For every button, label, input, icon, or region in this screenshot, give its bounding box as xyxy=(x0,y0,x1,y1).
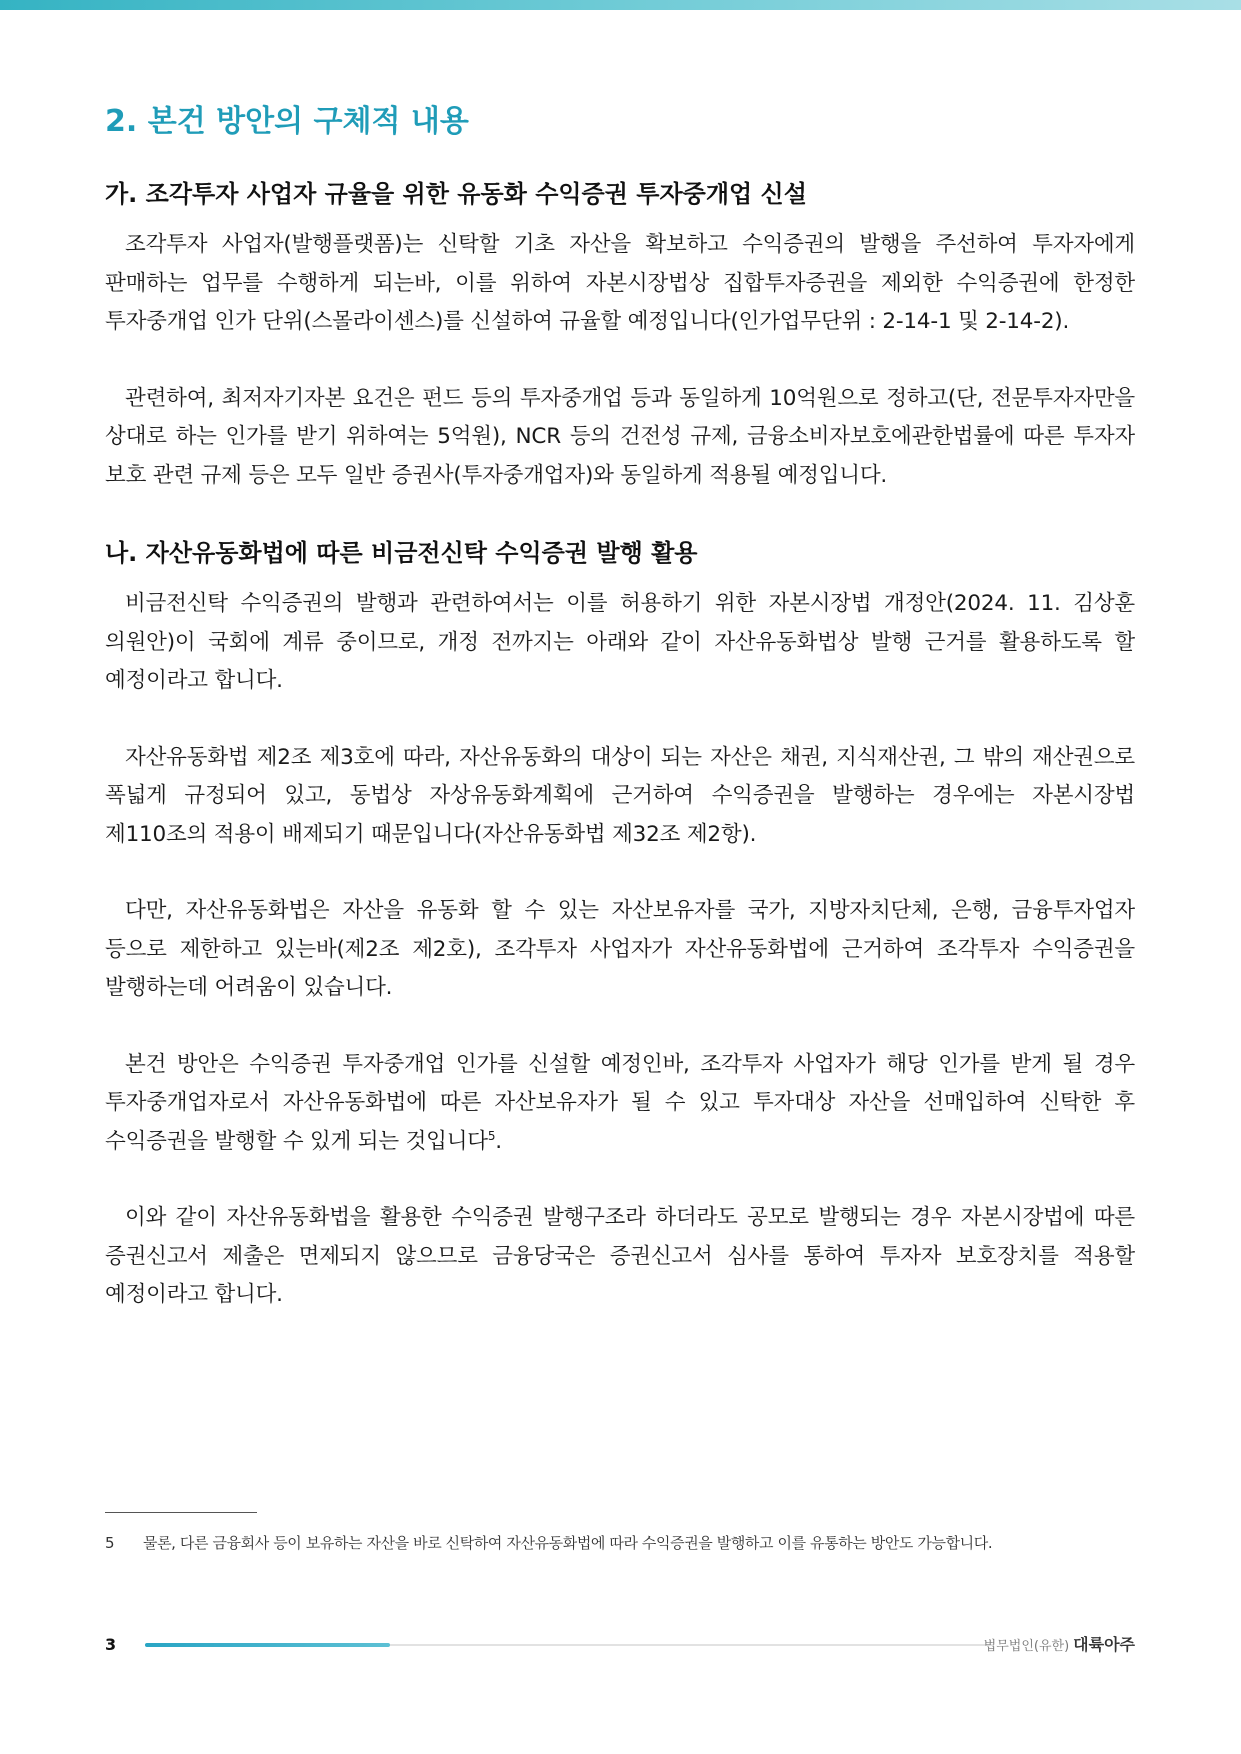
paragraph-b-4-text: 본건 방안은 수익증권 투자중개업 인가를 신설할 예정인바, 조각투자 사업자가 해당 인가를 받게 될 경우 투자중개업자로서 자산유동화법에 따른 자산보유자가 될 수 있고 투자대상 자산을 선매입하여 신탁한 후 수익증권을 발행할 수 있게 되는 것입니다 xyxy=(105,1051,1135,1154)
footnote-divider xyxy=(105,1512,257,1513)
paragraph-a-1: 조각투자 사업자(발행플랫폼)는 신탁할 기초 자산을 확보하고 수익증권의 발행을 주선하여 투자자에게 판매하는 업무를 수행하게 되는바, 이를 위하여 자본시장법상 집합투자증권을 제외한 수익증권에 한정한 투자중개업 인가 단위(스몰라이센스)를 신설하여 규율할 예정입니다(인가업무단위 : 2-14-1 및 2-14-2). xyxy=(105,232,1135,334)
firm-name: 대륙아주 xyxy=(1073,1635,1135,1654)
footnote-number: 5 xyxy=(105,1534,115,1552)
paragraph-a-2: 관련하여, 최저자기자본 요건은 펀드 등의 투자중개업 등과 동일하게 10억원으로 정하고(단, 전문투자자만을 상대로 하는 인가를 받기 위하여는 5억원), NCR 등의 건전성 규제, 금융소비자보호에관한법률에 따른 투자자 보호 관련 규제 등은 모두 일반 증권사(투자중개업자)와 동일하게 적용될 예정입니다. xyxy=(105,385,1135,488)
page-footer xyxy=(105,1632,1135,1658)
footnote-text: 물론, 다른 금융회사 등이 보유하는 자산을 바로 신탁하여 자산유동화법에 따라 수익증권을 발행하고 이를 유통하는 방안도 가능합니다. xyxy=(143,1534,993,1552)
subsection-title-a: 가. 조각투자 사업자 규율을 위한 유동화 수익증권 투자중개업 신설 xyxy=(105,180,807,208)
firm-prefix: 법무법인(유한) xyxy=(983,1639,1070,1654)
paragraph-b-2: 자산유동화법 제2조 제3호에 따라, 자산유동화의 대상이 되는 자산은 채권, 지식재산권, 그 밖의 재산권으로 폭넓게 규정되어 있고, 동법상 자상유동화계획에 근거하여 수익증권을 발행하는 경우에는 자본시장법 제110조의 적용이 배제되기 때문입니다(자산유동화법 제32조 제2항). xyxy=(105,744,1135,847)
paragraph-b-4 xyxy=(105,1046,1135,1162)
top-accent-bar xyxy=(0,0,1241,10)
paragraph-b-1: 비금전신탁 수익증권의 발행과 관련하여서는 이를 허용하기 위한 자본시장법 개정안(2024. 11. 김상훈 의원안)이 국회에 계류 중이므로, 개정 전까지는 아래와 같이 자산유동화법상 발행 근거를 활용하도록 할 예정이라고 합니다. xyxy=(105,591,1135,693)
paragraph-b-3: 다만, 자산유동화법은 자산을 유동화 할 수 있는 자산보유자를 국가, 지방자치단체, 은행, 금융투자업자 등으로 제한하고 있는바(제2조 제2호), 조각투자 사업자가 자산유동화법에 근거하여 조각투자 수익증권을 발행하는데 어려움이 있습니다. xyxy=(105,898,1135,1000)
document-body xyxy=(105,96,1135,1315)
footer-divider xyxy=(145,1644,993,1646)
firm-logo xyxy=(984,1632,1135,1660)
footnote xyxy=(105,1531,1135,1555)
footer-accent-bar xyxy=(145,1643,390,1647)
paragraph-b-4-end: . xyxy=(495,1128,502,1154)
section-title: 2. 본건 방안의 구체적 내용 xyxy=(105,104,469,139)
page-number: 3 xyxy=(105,1635,117,1654)
paragraph-b-5: 이와 같이 자산유동화법을 활용한 수익증권 발행구조라 하더라도 공모로 발행되는 경우 자본시장법에 따른 증권신고서 제출은 면제되지 않으므로 금융당국은 증권신고서 심사를 통하여 투자자 보호장치를 적용할 예정이라고 합니다. xyxy=(105,1205,1135,1307)
subsection-title-b: 나. 자산유동화법에 따른 비금전신탁 수익증권 발행 활용 xyxy=(105,539,698,567)
footnote-reference[interactable]: 5 xyxy=(487,1128,496,1143)
